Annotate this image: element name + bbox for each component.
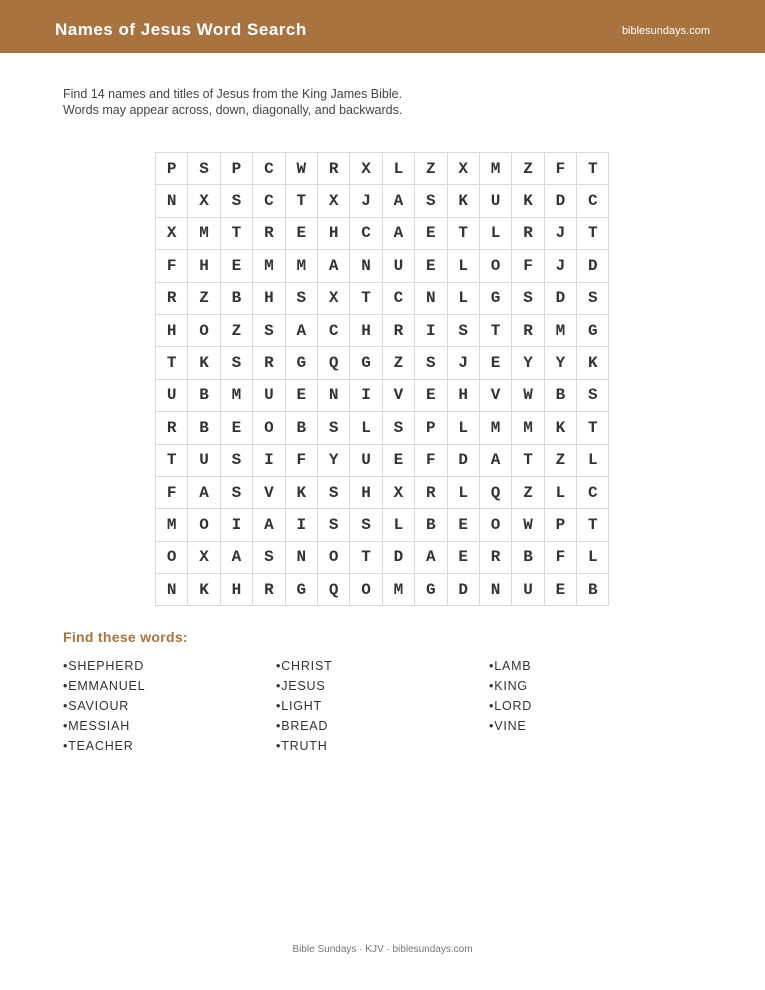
grid-cell[interactable]: V bbox=[382, 379, 414, 411]
grid-cell[interactable]: B bbox=[188, 412, 220, 444]
grid-cell[interactable]: S bbox=[253, 541, 285, 573]
grid-cell[interactable]: S bbox=[415, 185, 447, 217]
grid-cell[interactable]: I bbox=[285, 509, 317, 541]
grid-cell[interactable]: M bbox=[512, 412, 544, 444]
grid-cell[interactable]: R bbox=[479, 541, 511, 573]
grid-cell[interactable]: F bbox=[415, 444, 447, 476]
bullet: • bbox=[489, 719, 495, 733]
grid-cell[interactable]: N bbox=[156, 185, 188, 217]
grid-cell[interactable]: T bbox=[577, 153, 609, 185]
grid-cell[interactable]: T bbox=[350, 541, 382, 573]
grid-cell[interactable]: H bbox=[447, 379, 479, 411]
grid-cell[interactable]: M bbox=[285, 250, 317, 282]
grid-cell[interactable]: L bbox=[447, 282, 479, 314]
grid-cell[interactable]: E bbox=[415, 217, 447, 249]
grid-cell[interactable]: Z bbox=[382, 347, 414, 379]
word-text: LAMB bbox=[494, 659, 532, 673]
grid-cell[interactable]: K bbox=[188, 574, 220, 606]
grid-cell[interactable]: F bbox=[544, 541, 576, 573]
grid-cell[interactable]: E bbox=[544, 574, 576, 606]
grid-cell[interactable]: V bbox=[479, 379, 511, 411]
grid-cell[interactable]: N bbox=[415, 282, 447, 314]
grid-cell[interactable]: A bbox=[253, 509, 285, 541]
grid-cell[interactable]: Y bbox=[512, 347, 544, 379]
grid-cell[interactable]: X bbox=[188, 185, 220, 217]
grid-cell[interactable]: S bbox=[317, 412, 349, 444]
word-list-item bbox=[63, 676, 145, 696]
footer: Bible Sundays · KJV · biblesundays.com bbox=[292, 944, 473, 955]
bullet: • bbox=[489, 659, 495, 673]
grid-cell[interactable]: E bbox=[220, 250, 252, 282]
grid-cell[interactable]: D bbox=[544, 282, 576, 314]
grid-cell[interactable]: E bbox=[415, 250, 447, 282]
grid-cell[interactable]: A bbox=[382, 185, 414, 217]
grid-cell[interactable]: S bbox=[577, 282, 609, 314]
word-list-item bbox=[63, 716, 145, 736]
word-text: LORD bbox=[494, 699, 533, 713]
grid-cell[interactable]: B bbox=[285, 412, 317, 444]
grid-cell[interactable]: K bbox=[544, 412, 576, 444]
grid-cell[interactable]: S bbox=[188, 153, 220, 185]
grid-cell[interactable]: J bbox=[544, 217, 576, 249]
grid-cell[interactable]: G bbox=[350, 347, 382, 379]
grid-cell[interactable]: W bbox=[512, 379, 544, 411]
word-list-item bbox=[276, 696, 333, 716]
grid-cell[interactable]: X bbox=[350, 153, 382, 185]
header-bar bbox=[0, 0, 765, 53]
grid-cell[interactable]: X bbox=[382, 476, 414, 508]
grid-row bbox=[156, 185, 609, 217]
word-list-item bbox=[489, 656, 532, 676]
grid-cell[interactable]: E bbox=[285, 217, 317, 249]
grid-cell[interactable]: L bbox=[479, 217, 511, 249]
grid-row bbox=[156, 509, 609, 541]
grid-cell[interactable]: L bbox=[577, 541, 609, 573]
grid-cell[interactable]: L bbox=[544, 476, 576, 508]
grid-cell[interactable]: T bbox=[447, 217, 479, 249]
grid-row bbox=[156, 347, 609, 379]
grid-cell[interactable]: R bbox=[512, 217, 544, 249]
word-text: TRUTH bbox=[281, 739, 328, 753]
grid-cell[interactable]: Y bbox=[317, 444, 349, 476]
grid-cell[interactable]: T bbox=[577, 509, 609, 541]
grid-cell[interactable]: R bbox=[253, 574, 285, 606]
word-text: LIGHT bbox=[281, 699, 322, 713]
grid-cell[interactable]: S bbox=[577, 379, 609, 411]
grid-cell[interactable]: G bbox=[577, 314, 609, 346]
bullet: • bbox=[276, 739, 282, 753]
grid-cell[interactable]: G bbox=[415, 574, 447, 606]
word-text: SHEPHERD bbox=[68, 659, 145, 673]
grid-cell[interactable]: C bbox=[577, 476, 609, 508]
word-text: KING bbox=[494, 679, 528, 693]
bullet: • bbox=[489, 699, 495, 713]
grid-cell[interactable]: M bbox=[382, 574, 414, 606]
bullet: • bbox=[276, 719, 282, 733]
bullet: • bbox=[276, 679, 282, 693]
grid-cell[interactable]: X bbox=[317, 282, 349, 314]
grid-cell[interactable]: K bbox=[512, 185, 544, 217]
word-text: TEACHER bbox=[68, 739, 134, 753]
grid-cell[interactable]: Z bbox=[544, 444, 576, 476]
site-name: biblesundays.com bbox=[621, 25, 710, 37]
grid-cell[interactable]: M bbox=[156, 509, 188, 541]
grid-cell[interactable]: K bbox=[188, 347, 220, 379]
grid-cell[interactable]: M bbox=[544, 314, 576, 346]
grid-cell[interactable]: T bbox=[220, 217, 252, 249]
grid-cell[interactable]: M bbox=[479, 412, 511, 444]
grid-cell[interactable]: H bbox=[253, 282, 285, 314]
grid-cell[interactable]: C bbox=[253, 185, 285, 217]
grid-cell[interactable]: S bbox=[350, 509, 382, 541]
grid-row bbox=[156, 379, 609, 411]
instructions-line-1: Find 14 names and titles of Jesus from the King James Bible. bbox=[63, 87, 403, 101]
word-list-heading: Find these words: bbox=[63, 629, 188, 645]
grid-cell[interactable]: H bbox=[350, 476, 382, 508]
grid-cell[interactable]: E bbox=[382, 444, 414, 476]
bullet: • bbox=[276, 699, 282, 713]
grid-cell[interactable]: Q bbox=[317, 574, 349, 606]
grid-row bbox=[156, 282, 609, 314]
grid-cell[interactable]: Z bbox=[220, 314, 252, 346]
word-text: JESUS bbox=[281, 679, 326, 693]
grid-cell[interactable]: I bbox=[220, 509, 252, 541]
grid-cell[interactable]: D bbox=[544, 185, 576, 217]
grid-cell[interactable]: O bbox=[188, 509, 220, 541]
grid-row bbox=[156, 412, 609, 444]
grid-cell[interactable]: E bbox=[220, 412, 252, 444]
grid-cell[interactable]: F bbox=[285, 444, 317, 476]
grid-cell[interactable]: S bbox=[220, 444, 252, 476]
grid-cell[interactable]: R bbox=[253, 347, 285, 379]
grid-cell[interactable]: E bbox=[285, 379, 317, 411]
grid-cell[interactable]: J bbox=[447, 347, 479, 379]
word-list-item bbox=[63, 736, 145, 756]
bullet: • bbox=[63, 659, 69, 673]
bullet: • bbox=[276, 659, 282, 673]
word-list-item bbox=[489, 716, 532, 736]
grid-cell[interactable]: Z bbox=[188, 282, 220, 314]
word-list-item bbox=[63, 696, 145, 716]
word-column bbox=[63, 656, 145, 756]
grid-cell[interactable]: D bbox=[577, 250, 609, 282]
grid-cell[interactable]: U bbox=[350, 444, 382, 476]
bullet: • bbox=[63, 699, 69, 713]
grid-row bbox=[156, 153, 609, 185]
grid-cell[interactable]: S bbox=[285, 282, 317, 314]
grid-cell[interactable]: L bbox=[350, 412, 382, 444]
grid-cell[interactable]: M bbox=[188, 217, 220, 249]
grid-cell[interactable]: R bbox=[253, 217, 285, 249]
grid-cell[interactable]: C bbox=[577, 185, 609, 217]
grid-cell[interactable]: O bbox=[350, 574, 382, 606]
grid-cell[interactable]: K bbox=[447, 185, 479, 217]
grid-cell[interactable]: O bbox=[188, 314, 220, 346]
grid-cell[interactable]: J bbox=[350, 185, 382, 217]
grid-cell[interactable]: M bbox=[479, 153, 511, 185]
grid-cell[interactable]: U bbox=[156, 379, 188, 411]
grid-cell[interactable]: L bbox=[382, 153, 414, 185]
grid-cell[interactable]: T bbox=[350, 282, 382, 314]
grid-cell[interactable]: O bbox=[156, 541, 188, 573]
grid-cell[interactable]: A bbox=[285, 314, 317, 346]
grid-cell[interactable]: R bbox=[317, 153, 349, 185]
word-list-item bbox=[276, 656, 333, 676]
grid-cell[interactable]: E bbox=[415, 379, 447, 411]
grid-cell[interactable]: U bbox=[253, 379, 285, 411]
grid-cell[interactable]: Z bbox=[512, 476, 544, 508]
grid-cell[interactable]: O bbox=[479, 250, 511, 282]
grid-cell[interactable]: N bbox=[285, 541, 317, 573]
word-list-item bbox=[276, 716, 333, 736]
word-list-item bbox=[489, 676, 532, 696]
grid-cell[interactable]: P bbox=[156, 153, 188, 185]
grid-cell[interactable]: I bbox=[415, 314, 447, 346]
grid-cell[interactable]: U bbox=[479, 185, 511, 217]
grid-cell[interactable]: L bbox=[447, 476, 479, 508]
grid-cell[interactable]: P bbox=[220, 153, 252, 185]
grid-cell[interactable]: B bbox=[577, 574, 609, 606]
word-text: SAVIOUR bbox=[68, 699, 130, 713]
grid-row bbox=[156, 250, 609, 282]
grid-cell[interactable]: X bbox=[317, 185, 349, 217]
grid-cell[interactable]: B bbox=[220, 282, 252, 314]
grid-cell[interactable]: S bbox=[253, 314, 285, 346]
grid-cell[interactable]: G bbox=[285, 574, 317, 606]
instructions bbox=[63, 86, 402, 118]
grid-cell[interactable]: S bbox=[415, 347, 447, 379]
grid-cell[interactable]: L bbox=[577, 444, 609, 476]
grid-cell[interactable]: T bbox=[479, 314, 511, 346]
grid-cell[interactable]: T bbox=[156, 444, 188, 476]
grid-cell[interactable]: P bbox=[544, 509, 576, 541]
grid-cell[interactable]: B bbox=[544, 379, 576, 411]
grid-cell[interactable]: P bbox=[415, 412, 447, 444]
word-text: MESSIAH bbox=[68, 719, 131, 733]
grid-cell[interactable]: A bbox=[382, 217, 414, 249]
grid-cell[interactable]: C bbox=[317, 314, 349, 346]
grid-cell[interactable]: B bbox=[512, 541, 544, 573]
grid-cell[interactable]: T bbox=[577, 217, 609, 249]
grid-cell[interactable]: B bbox=[415, 509, 447, 541]
grid-cell[interactable]: V bbox=[253, 476, 285, 508]
grid-cell[interactable]: R bbox=[156, 282, 188, 314]
instructions-line-2: Words may appear across, down, diagonally, and backwards. bbox=[63, 103, 403, 117]
word-column bbox=[276, 656, 333, 756]
grid-cell[interactable]: S bbox=[220, 185, 252, 217]
grid-cell[interactable]: T bbox=[156, 347, 188, 379]
word-list-item bbox=[63, 656, 145, 676]
grid-cell[interactable]: B bbox=[188, 379, 220, 411]
grid-cell[interactable]: F bbox=[156, 476, 188, 508]
grid-cell[interactable]: L bbox=[447, 250, 479, 282]
grid-cell[interactable]: S bbox=[220, 476, 252, 508]
grid-cell[interactable]: R bbox=[512, 314, 544, 346]
grid-cell[interactable]: M bbox=[253, 250, 285, 282]
grid-cell[interactable]: C bbox=[350, 217, 382, 249]
word-text: CHRIST bbox=[281, 659, 333, 673]
word-list-item bbox=[276, 676, 333, 696]
grid-cell[interactable]: J bbox=[544, 250, 576, 282]
grid-cell[interactable]: S bbox=[447, 314, 479, 346]
grid-cell[interactable]: A bbox=[188, 476, 220, 508]
grid-cell[interactable]: I bbox=[253, 444, 285, 476]
bullet: • bbox=[63, 679, 69, 693]
grid-cell[interactable]: U bbox=[188, 444, 220, 476]
grid-cell[interactable]: H bbox=[350, 314, 382, 346]
grid-cell[interactable]: H bbox=[317, 217, 349, 249]
grid-cell[interactable]: A bbox=[479, 444, 511, 476]
grid-cell[interactable]: G bbox=[285, 347, 317, 379]
page-title: Names of Jesus Word Search bbox=[55, 20, 307, 39]
grid-row bbox=[156, 476, 609, 508]
grid-cell[interactable]: R bbox=[156, 412, 188, 444]
grid-row bbox=[156, 574, 609, 606]
grid-cell[interactable]: A bbox=[317, 250, 349, 282]
grid-cell[interactable]: N bbox=[317, 379, 349, 411]
grid-cell[interactable]: O bbox=[479, 509, 511, 541]
grid-cell[interactable]: D bbox=[447, 574, 479, 606]
grid-cell[interactable]: G bbox=[479, 282, 511, 314]
grid-cell[interactable]: S bbox=[220, 347, 252, 379]
grid-cell[interactable]: O bbox=[317, 541, 349, 573]
word-text: VINE bbox=[494, 719, 527, 733]
word-list-item bbox=[276, 736, 333, 756]
grid-cell[interactable]: Q bbox=[317, 347, 349, 379]
grid-cell[interactable]: E bbox=[447, 541, 479, 573]
grid-cell[interactable]: F bbox=[156, 250, 188, 282]
grid-cell[interactable]: T bbox=[285, 185, 317, 217]
grid-cell[interactable]: U bbox=[382, 250, 414, 282]
grid-cell[interactable]: U bbox=[512, 574, 544, 606]
grid-row bbox=[156, 541, 609, 573]
grid-cell[interactable]: C bbox=[382, 282, 414, 314]
word-list-item bbox=[489, 696, 532, 716]
grid-cell[interactable]: D bbox=[382, 541, 414, 573]
bullet: • bbox=[63, 719, 69, 733]
grid-cell[interactable]: X bbox=[156, 217, 188, 249]
grid-cell[interactable]: H bbox=[188, 250, 220, 282]
grid-cell[interactable]: R bbox=[382, 314, 414, 346]
word-text: BREAD bbox=[281, 719, 329, 733]
grid-cell[interactable]: W bbox=[285, 153, 317, 185]
grid-cell[interactable]: N bbox=[350, 250, 382, 282]
grid-cell[interactable]: T bbox=[512, 444, 544, 476]
grid-cell[interactable]: S bbox=[317, 509, 349, 541]
grid-cell[interactable]: F bbox=[512, 250, 544, 282]
grid-cell[interactable]: Z bbox=[512, 153, 544, 185]
grid-cell[interactable]: A bbox=[415, 541, 447, 573]
grid-cell[interactable]: H bbox=[156, 314, 188, 346]
grid-row bbox=[156, 217, 609, 249]
grid-cell[interactable]: K bbox=[285, 476, 317, 508]
word-search-grid bbox=[155, 152, 609, 606]
grid-cell[interactable]: Q bbox=[479, 476, 511, 508]
word-column bbox=[489, 656, 532, 736]
grid-cell[interactable]: X bbox=[188, 541, 220, 573]
grid-cell[interactable]: S bbox=[512, 282, 544, 314]
grid-cell[interactable]: A bbox=[220, 541, 252, 573]
grid-cell[interactable]: R bbox=[415, 476, 447, 508]
grid-cell[interactable]: L bbox=[447, 412, 479, 444]
grid-row bbox=[156, 314, 609, 346]
grid-cell[interactable]: O bbox=[253, 412, 285, 444]
grid-cell[interactable]: Z bbox=[415, 153, 447, 185]
grid-cell[interactable]: E bbox=[479, 347, 511, 379]
grid-cell[interactable]: E bbox=[447, 509, 479, 541]
grid-cell[interactable]: W bbox=[512, 509, 544, 541]
bullet: • bbox=[63, 739, 69, 753]
grid-cell[interactable]: H bbox=[220, 574, 252, 606]
grid-row bbox=[156, 444, 609, 476]
word-text: EMMANUEL bbox=[68, 679, 146, 693]
grid-cell[interactable]: F bbox=[544, 153, 576, 185]
grid-cell[interactable]: N bbox=[156, 574, 188, 606]
grid-cell[interactable]: M bbox=[220, 379, 252, 411]
grid-cell[interactable]: X bbox=[447, 153, 479, 185]
grid-cell[interactable]: C bbox=[253, 153, 285, 185]
grid-cell[interactable]: N bbox=[479, 574, 511, 606]
grid-cell[interactable]: K bbox=[577, 347, 609, 379]
grid-cell[interactable]: S bbox=[382, 412, 414, 444]
grid-cell[interactable]: Y bbox=[544, 347, 576, 379]
grid-cell[interactable]: T bbox=[577, 412, 609, 444]
grid-cell[interactable]: L bbox=[382, 509, 414, 541]
grid-cell[interactable]: S bbox=[317, 476, 349, 508]
grid-cell[interactable]: I bbox=[350, 379, 382, 411]
grid-cell[interactable]: D bbox=[447, 444, 479, 476]
bullet: • bbox=[489, 679, 495, 693]
